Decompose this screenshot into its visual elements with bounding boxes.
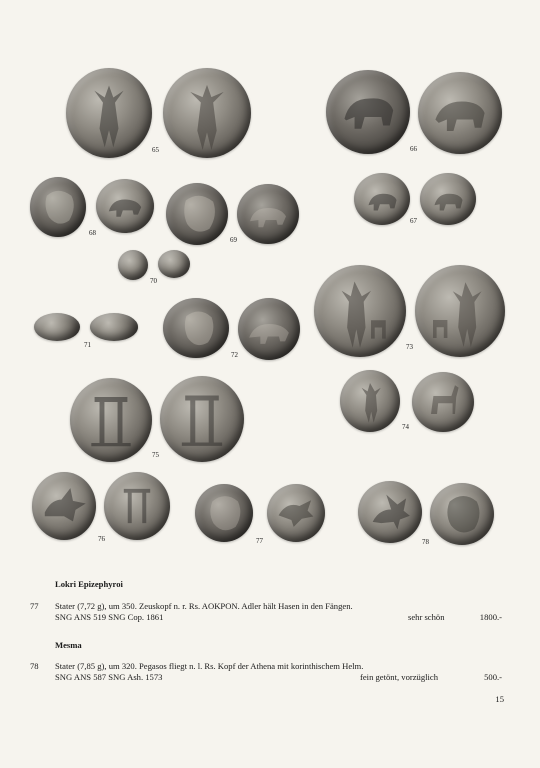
lot-78-references: SNG ANS 587 SNG Ash. 1573 bbox=[55, 672, 163, 682]
coin-78-reverse bbox=[430, 483, 494, 545]
coin-73-reverse bbox=[415, 265, 505, 357]
coin-67-obverse bbox=[354, 173, 410, 225]
lot-number-78: 78 bbox=[422, 538, 429, 546]
lot-number-74: 74 bbox=[402, 423, 409, 431]
lot-78-description: Stater (7,85 g), um 320. Pegasos fliegt n. l. Rs. Kopf der Athena mit korinthischem Helm. bbox=[55, 661, 364, 671]
lot-78-price: 500.- bbox=[484, 672, 502, 682]
lot-number-66: 66 bbox=[410, 145, 417, 153]
section-heading-lokri: Lokri Epizephyroi bbox=[55, 579, 123, 589]
coin-73-obverse bbox=[314, 265, 406, 357]
coin-72-obverse bbox=[163, 298, 229, 358]
lot-number-71: 71 bbox=[84, 341, 91, 349]
lot-77-references: SNG ANS 519 SNG Cop. 1861 bbox=[55, 612, 164, 622]
lot-number-69: 69 bbox=[230, 236, 237, 244]
lot-number-70: 70 bbox=[150, 277, 157, 285]
coin-78-obverse bbox=[358, 481, 422, 543]
coin-69-obverse bbox=[166, 183, 228, 245]
coin-68-obverse bbox=[30, 177, 86, 237]
coin-75-reverse bbox=[160, 376, 244, 462]
lot-77-price: 1800.- bbox=[479, 612, 502, 622]
coin-77-obverse bbox=[195, 484, 253, 542]
coin-76-reverse bbox=[104, 472, 170, 540]
lot-number-67: 67 bbox=[410, 217, 417, 225]
lot-78-number: 78 bbox=[30, 661, 39, 671]
lot-number-65: 65 bbox=[152, 146, 159, 154]
coin-69-reverse bbox=[237, 184, 299, 244]
lot-number-75: 75 bbox=[152, 451, 159, 459]
page-number: 15 bbox=[495, 694, 504, 704]
coin-75-obverse bbox=[70, 378, 152, 462]
lot-number-76: 76 bbox=[98, 535, 105, 543]
lot-number-72: 72 bbox=[231, 351, 238, 359]
coin-71-reverse bbox=[90, 313, 138, 341]
coin-65-obverse bbox=[66, 68, 152, 158]
coin-66-obverse bbox=[326, 70, 410, 154]
lot-77-number: 77 bbox=[30, 601, 39, 611]
lot-number-68: 68 bbox=[89, 229, 96, 237]
coin-77-reverse bbox=[267, 484, 325, 542]
coin-74-obverse bbox=[340, 370, 400, 432]
lot-number-77: 77 bbox=[256, 537, 263, 545]
lot-77-grade: sehr schön bbox=[408, 612, 445, 622]
coin-74-reverse bbox=[412, 372, 474, 432]
coin-76-obverse bbox=[32, 472, 96, 540]
coin-66-reverse bbox=[418, 72, 502, 154]
coin-70-obverse bbox=[118, 250, 148, 280]
lot-number-73: 73 bbox=[406, 343, 413, 351]
lot-77-description: Stater (7,72 g), um 350. Zeuskopf n. r. Rs. AOKPON. Adler hält Hasen in den Fängen. bbox=[55, 601, 353, 611]
coin-70-reverse bbox=[158, 250, 190, 278]
lot-78-grade: fein getönt, vorzüglich bbox=[360, 672, 439, 682]
section-heading-mesma: Mesma bbox=[55, 640, 82, 650]
coin-67-reverse bbox=[420, 173, 476, 225]
coin-72-reverse bbox=[238, 298, 300, 360]
coin-71-obverse bbox=[34, 313, 80, 341]
coin-68-reverse bbox=[96, 179, 154, 233]
coin-65-reverse bbox=[163, 68, 251, 158]
